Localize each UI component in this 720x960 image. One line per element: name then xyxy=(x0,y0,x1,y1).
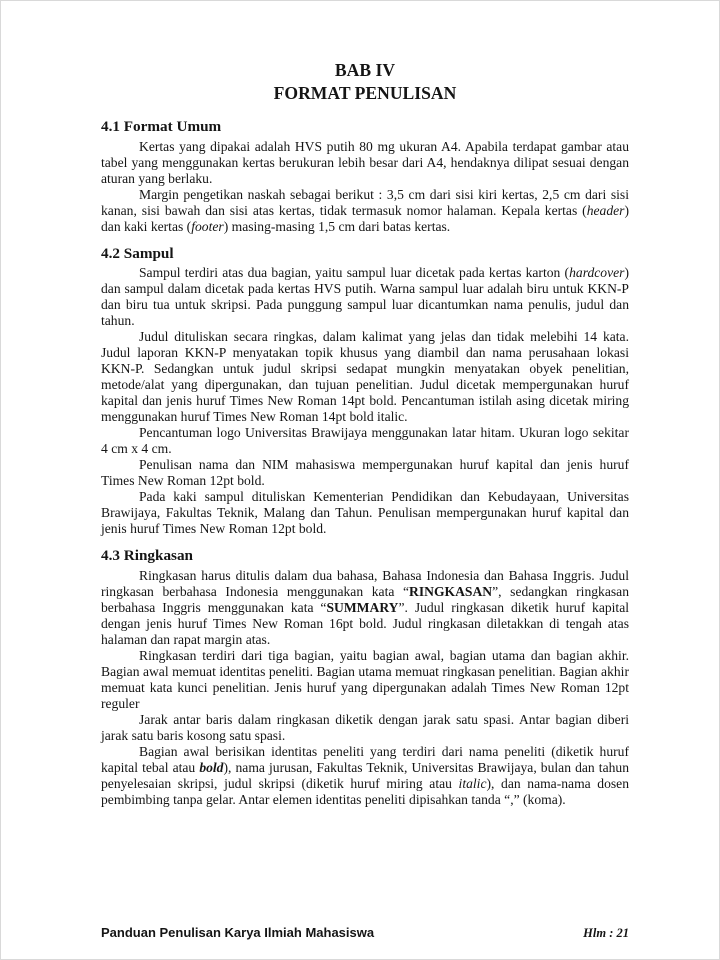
paragraph: Sampul terdiri atas dua bagian, yaitu sampul luar dicetak pada kertas karton (hardcover) dan sampul dalam dicetak pada kertas HVS putih. Warna sampul luar adalah biru untuk KKN-P dan biru tua untuk skripsi. Pada punggung sampul luar dicantumkan nama penulis, judul dan tahun. xyxy=(101,265,629,329)
paragraph: Ringkasan harus ditulis dalam dua bahasa, Bahasa Indonesia dan Bahasa Inggris. Judul ringkasan berbahasa Indonesia menggunakan kata “RINGKASAN”, sedangkan ringkasan berbahasa Inggris menggunakan kata “SUMMARY”. Judul ringkasan diketik huruf kapital dengan jenis huruf Times New Roman 16pt bold. Judul ringkasan diletakkan di tengah atas halaman dan rapat margin atas. xyxy=(101,567,630,647)
footer-document-name: Panduan Penulisan Karya Ilmiah Mahasiswa xyxy=(101,925,375,940)
section-heading: 4.1 Format Umum xyxy=(101,118,222,136)
section-ringkasan xyxy=(101,547,629,807)
paragraph: Bagian awal berisikan identitas peneliti yang terdiri dari nama peneliti (diketik huruf kapital tebal atau bold), nama jurusan, Fakultas Teknik, Universitas Brawijaya, bulan dan tahun penyelesaian skripsi, judul skripsi (diketik huruf miring atau italic), dan nama-nama dosen pembimbing tanpa gelar. Antar elemen identitas peneliti dipisahkan tanda “,” (koma). xyxy=(101,743,630,807)
paragraph: Margin pengetikan naskah sebagai berikut : 3,5 cm dari sisi kiri kertas, 2,5 cm dari sisi kanan, sisi bawah dan sisi atas kertas, tidak termasuk nomor halaman. Kepala kertas (header) dan kaki kertas (footer) masing-masing 1,5 cm dari batas kertas. xyxy=(101,186,629,234)
section-heading: 4.2 Sampul xyxy=(101,244,174,262)
chapter-label: BAB IV xyxy=(334,60,396,80)
chapter-name: FORMAT PENULISAN xyxy=(273,83,457,104)
paragraph: Jarak antar baris dalam ringkasan diketik dengan jarak satu spasi. Antar bagian diberi jarak satu baris kosong satu spasi. xyxy=(101,711,629,743)
paragraph: Penulisan nama dan NIM mahasiswa mempergunakan huruf kapital dan jenis huruf Times New Roman 12pt bold. xyxy=(101,457,629,489)
paragraph: Ringkasan terdiri dari tiga bagian, yaitu bagian awal, bagian utama dan bagian akhir. Bagian awal memuat identitas peneliti. Bagian utama memuat ringkasan penelitian. Bagian akhir memuat kata kunci penelitian. Jenis huruf yang dipergunakan adalah Times New Roman 12pt reguler xyxy=(101,647,629,711)
section-sampul xyxy=(101,245,629,537)
document-title xyxy=(101,59,629,105)
paragraph: Kertas yang dipakai adalah HVS putih 80 mg ukuran A4. Apabila terdapat gambar atau tabel yang menggunakan kertas berukuran lebih besar dari A4, hendaknya dilipat sesuai dengan aturan yang berlaku. xyxy=(101,138,629,186)
paragraph: Pencantuman logo Universitas Brawijaya menggunakan latar hitam. Ukuran logo sekitar 4 cm x 4 cm. xyxy=(101,425,629,457)
section-format-umum xyxy=(101,118,629,234)
page-footer xyxy=(101,925,629,941)
paragraph: Judul dituliskan secara ringkas, dalam kalimat yang jelas dan tidak melebihi 14 kata. Judul laporan KKN-P menyatakan topik khusus yang diambil dan nama perusahaan lokasi KKN-P. Sedangkan untuk judul skripsi sedapat mungkin menyatakan obyek penelitian, metode/alat yang dipergunakan, dan tujuan penelitian. Judul dicetak mempergunakan huruf kapital dan jenis huruf Times New Roman 14pt bold. Pencantuman istilah asing dicetak miring menggunakan huruf Times New Roman 14pt bold italic. xyxy=(101,329,629,425)
paragraph: Pada kaki sampul dituliskan Kementerian Pendidikan dan Kebudayaan, Universitas Brawijaya, Fakultas Teknik, Malang dan Tahun. Penulisan mempergunakan huruf kapital dan jenis huruf Times New Roman 12pt bold. xyxy=(101,489,629,537)
footer-page-number: Hlm : 21 xyxy=(583,926,629,940)
section-heading: 4.3 Ringkasan xyxy=(101,547,194,565)
